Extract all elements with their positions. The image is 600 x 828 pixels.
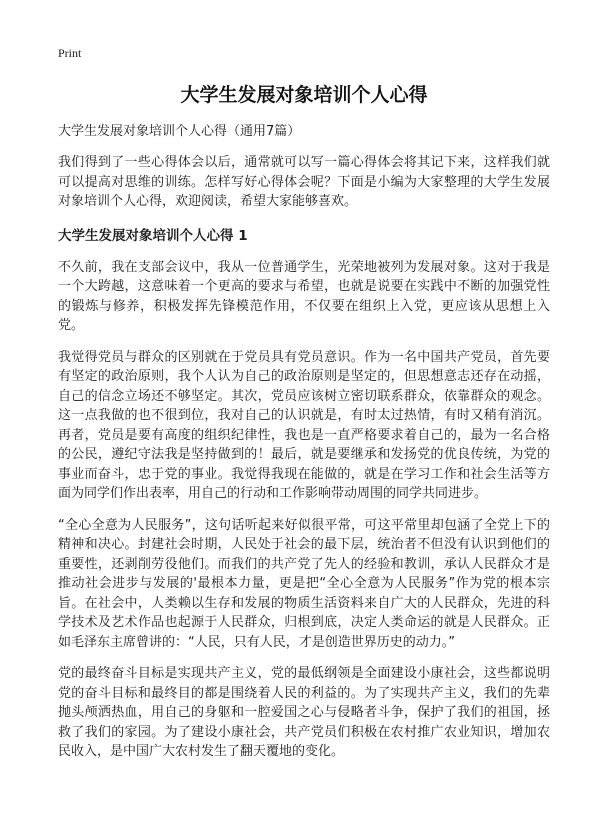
article-subtitle: 大学生发展对象培训个人心得（通用7篇） xyxy=(58,124,301,139)
section-heading: 大学生发展对象培训个人心得 1 xyxy=(58,227,248,244)
body-paragraph-4: 党的最终奋斗目标是实现共产主义，党的最低纲领是全面建设小康社会，这些都说明党的奋斗目标和最终目的都是围绕着人民的利益的。为了实现共产主义，我们的先辈抛头颅洒热血，用自己的身躯和一腔爱国之心与侵略者斗争，保护了我们的祖国，拯救了我们的家园。为了建设小康社会，共产党员们积极在农村推广农业知识，增加农民收入，是中国广大农村发生了翻天覆地的变化。 xyxy=(58,666,550,759)
page-title: 大学生发展对象培训个人心得 xyxy=(180,84,428,106)
body-paragraph-3: “全心全意为人民服务”，这句话听起来好似很平常，可这平常里却包涵了全党上下的精神和决心。封建社会时期，人民处于社会的最下层，统治者不但没有认识到他们的重要性，还剥削劳役他们。而我们的共产党了先人的经验和教训，承认人民群众才是推动社会进步与发展的'最根本力量，更是把“全心全意为人民服务”作为党的根本宗旨。在社会中，人类赖以生存和发展的物质生活资料来自广大的人民群众，先进的科学技术及艺术作品也起源于人民群众，归根到底，决定人类命运的就是人民群众。正如毛泽东主席曾讲的：“人民，只有人民，才是创造世界历史的动力。” xyxy=(58,517,550,650)
body-paragraph-2: 我觉得党员与群众的区别就在于党员具有党员意识。作为一名中国共产党员，首先要有坚定的政治原则，我个人认为自己的政治原则是坚定的，但思想意志还存在动摇，自己的信念立场还不够坚定。其次，党员应该树立密切联系群众，依靠群众的观念。这一点我做的也不很到位，我对自己的认识就是，有时太过热情，有时又稍有消沉。再者，党员是要有高度的组织纪律性，我也是一直严格要求着自己的，最为一名合格的公民，遵纪守法我是坚持做到的！最后，就是要继承和发扬党的优良传统，为党的事业而奋斗，忠于党的事业。我觉得我现在能做的，就是在学习工作和社会生活等方面为同学们作出表率，用自己的行动和工作影响带动周围的同学共同进步。 xyxy=(58,349,550,501)
print-link[interactable]: Print xyxy=(58,46,82,60)
body-paragraph-1: 不久前，我在支部会议中，我从一位普通学生，光荣地被列为发展对象。这对于我是一个大跨越，这意味着一个更高的要求与希望，也就是说要在实践中不断的加强党性的锻炼与修养，积极发挥先锋模范作用，不仅要在组织上入党，更应该从思想上入党。 xyxy=(58,259,550,333)
intro-paragraph: 我们得到了一些心得体会以后，通常就可以写一篇心得体会将其记下来，这样我们就可以提高对思维的训练。怎样写好心得体会呢？下面是小编为大家整理的大学生发展对象培训个人心得，欢迎阅读，希望大家能够喜欢。 xyxy=(58,155,550,209)
